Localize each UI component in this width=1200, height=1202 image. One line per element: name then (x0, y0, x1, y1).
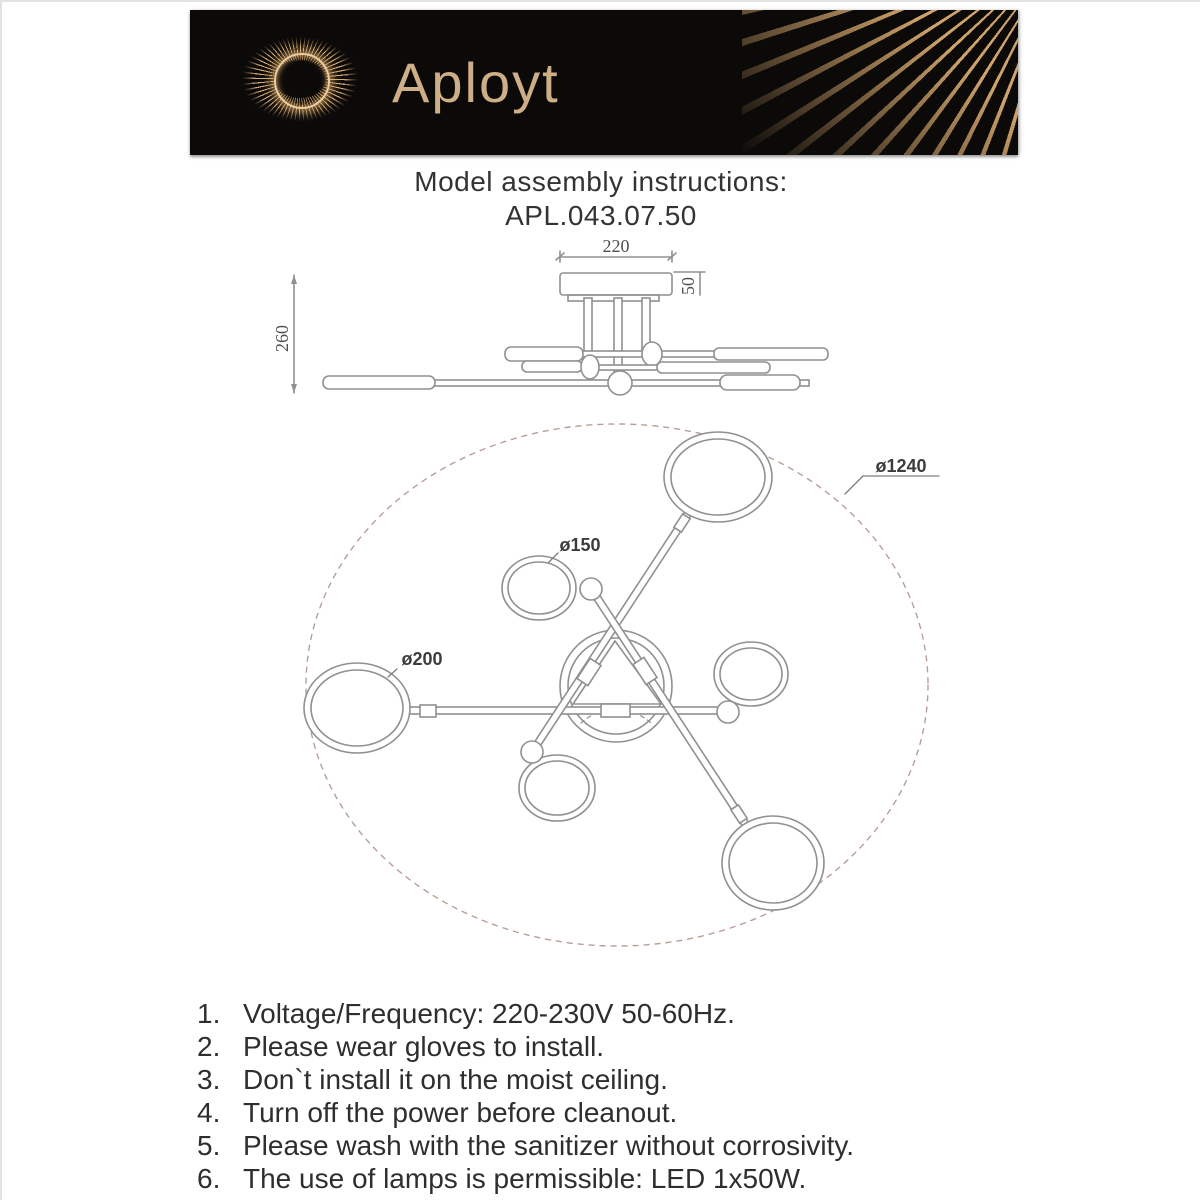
label-large-shade-group (388, 649, 443, 677)
list-item (197, 1129, 854, 1162)
page-title: Model assembly instructions: (414, 166, 788, 197)
label-outer-diameter-group (845, 456, 939, 494)
canopy-side (560, 273, 672, 295)
dim-total-height (272, 275, 297, 393)
list-item (197, 1030, 854, 1063)
lamp-ring-small-upper (502, 556, 576, 620)
side-view-drawing (272, 236, 828, 395)
instruction-number: 4. (197, 1097, 221, 1128)
list-item (197, 1096, 854, 1129)
model-code: APL.043.07.50 (505, 200, 697, 231)
lamp-ring-right (714, 642, 788, 706)
instruction-text: The use of lamps is permissible: LED 1x50W. (243, 1163, 807, 1194)
lamp-ring-left (304, 663, 410, 753)
instruction-text: Voltage/Frequency: 220-230V 50-60Hz. (243, 998, 735, 1029)
instruction-number: 1. (197, 998, 221, 1029)
list-item (197, 997, 854, 1030)
label-large-shade: ø200 (401, 649, 443, 669)
dim-canopy-width (556, 236, 676, 262)
list-item (197, 1063, 854, 1096)
top-view-drawing (304, 424, 939, 946)
dim-canopy-height-label: 50 (678, 277, 698, 295)
instructions-list (197, 997, 854, 1195)
instruction-number: 6. (197, 1163, 221, 1194)
lamp-ring-small-bottom (519, 755, 595, 821)
dim-width-label: 220 (602, 236, 630, 256)
instruction-text: Don`t install it on the moist ceiling. (243, 1064, 668, 1095)
instruction-number: 5. (197, 1130, 221, 1161)
instruction-number: 2. (197, 1031, 221, 1062)
lamp-ring-top (664, 432, 772, 522)
brand-name: Aployt (392, 51, 560, 114)
label-outer-diameter: ø1240 (875, 456, 927, 476)
instruction-number: 3. (197, 1064, 221, 1095)
label-small-shade: ø150 (559, 535, 601, 555)
dim-canopy-height (674, 272, 705, 295)
dim-total-height-label: 260 (272, 325, 292, 352)
lamp-ring-bottom-right (722, 816, 824, 910)
instruction-text: Please wear gloves to install. (243, 1031, 605, 1062)
instruction-text: Please wash with the sanitizer without corrosivity. (243, 1130, 855, 1161)
list-item (197, 1162, 854, 1195)
arm-level-3 (323, 371, 809, 395)
instruction-text: Turn off the power before cleanout. (243, 1097, 678, 1128)
